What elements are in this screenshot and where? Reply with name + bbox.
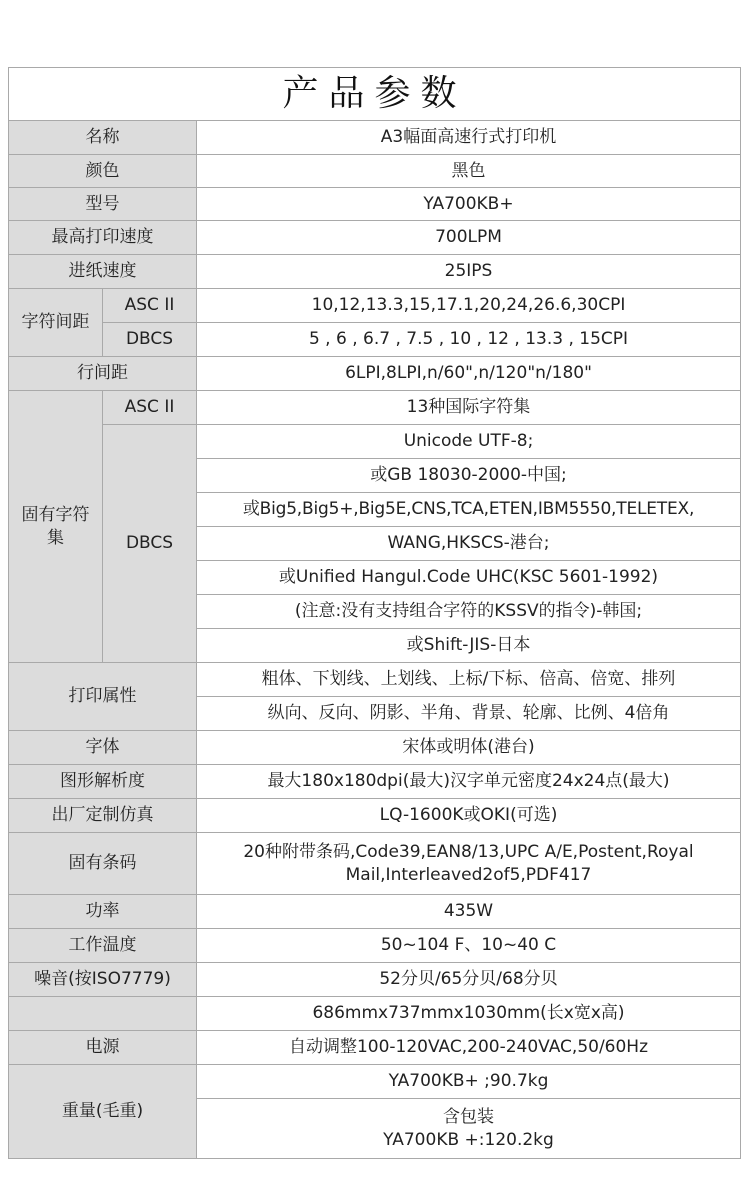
sub-label: ASC II bbox=[103, 289, 197, 323]
row-value: 686mmx737mmx1030mm(长x宽x高) bbox=[197, 997, 741, 1031]
row-value bbox=[197, 833, 741, 895]
row-label: 出厂定制仿真 bbox=[9, 799, 197, 833]
row-label bbox=[9, 391, 103, 663]
row-value: 或Big5,Big5+,Big5E,CNS,TCA,ETEN,IBM5550,TELETEX, bbox=[197, 493, 741, 527]
row-value: LQ-1600K或OKI(可选) bbox=[197, 799, 741, 833]
table-row bbox=[9, 833, 741, 895]
row-label: 进纸速度 bbox=[9, 255, 197, 289]
row-label: 名称 bbox=[9, 121, 197, 155]
row-value: 10,12,13.3,15,17.1,20,24,26.6,30CPI bbox=[197, 289, 741, 323]
table-row bbox=[9, 425, 741, 459]
row-value: 或GB 18030-2000-中国; bbox=[197, 459, 741, 493]
row-value: 13种国际字符集 bbox=[197, 391, 741, 425]
table-row bbox=[9, 663, 741, 697]
row-value: 25IPS bbox=[197, 255, 741, 289]
row-value: Unicode UTF-8; bbox=[197, 425, 741, 459]
row-value: WANG,HKSCS-港台; bbox=[197, 527, 741, 561]
row-value: 5 , 6 , 6.7 , 7.5 , 10 , 12 , 13.3 , 15CPI bbox=[197, 323, 741, 357]
table-row bbox=[9, 391, 741, 425]
row-value: (注意:没有支持组合字符的KSSV的指令)-韩国; bbox=[197, 595, 741, 629]
sub-label: DBCS bbox=[103, 425, 197, 663]
row-label: 型号 bbox=[9, 188, 197, 221]
row-value bbox=[197, 1099, 741, 1159]
sub-label: DBCS bbox=[103, 323, 197, 357]
row-value: 50~104 F、10~40 C bbox=[197, 929, 741, 963]
row-label: 重量(毛重) bbox=[9, 1065, 197, 1159]
table-row bbox=[9, 895, 741, 929]
table-row bbox=[9, 799, 741, 833]
row-label-line: 集 bbox=[47, 527, 64, 548]
table-row bbox=[9, 289, 741, 323]
row-label: 电源 bbox=[9, 1031, 197, 1065]
spec-table bbox=[8, 67, 741, 1159]
row-label: 工作温度 bbox=[9, 929, 197, 963]
row-value: 700LPM bbox=[197, 221, 741, 255]
row-label: 字体 bbox=[9, 731, 197, 765]
row-label: 字符间距 bbox=[9, 289, 103, 357]
row-label: 图形解析度 bbox=[9, 765, 197, 799]
row-value-line: YA700KB +:120.2kg bbox=[383, 1129, 554, 1150]
page-title: 产品参数 bbox=[9, 68, 741, 121]
row-value: 最大180x180dpi(最大)汉字单元密度24x24点(最大) bbox=[197, 765, 741, 799]
table-row bbox=[9, 963, 741, 997]
row-label: 最高打印速度 bbox=[9, 221, 197, 255]
table-row bbox=[9, 997, 741, 1031]
row-value-line: 20种附带条码,Code39,EAN8/13,UPC A/E,Postent,Royal bbox=[243, 841, 694, 862]
table-row bbox=[9, 357, 741, 391]
row-label bbox=[9, 997, 197, 1031]
row-value: 自动调整100-120VAC,200-240VAC,50/60Hz bbox=[197, 1031, 741, 1065]
table-row bbox=[9, 323, 741, 357]
row-value: 粗体、下划线、上划线、上标/下标、倍高、倍宽、排列 bbox=[197, 663, 741, 697]
table-row bbox=[9, 1065, 741, 1099]
row-value: 纵向、反向、阴影、半角、背景、轮廓、比例、4倍角 bbox=[197, 697, 741, 731]
table-row bbox=[9, 765, 741, 799]
row-label-line: 固有字符 bbox=[21, 504, 90, 525]
row-value: 或Unified Hangul.Code UHC(KSC 5601-1992) bbox=[197, 561, 741, 595]
table-row bbox=[9, 1031, 741, 1065]
row-label: 行间距 bbox=[9, 357, 197, 391]
row-value: 435W bbox=[197, 895, 741, 929]
table-row bbox=[9, 255, 741, 289]
table-row bbox=[9, 155, 741, 188]
table-row bbox=[9, 929, 741, 963]
row-value: 52分贝/65分贝/68分贝 bbox=[197, 963, 741, 997]
row-value: YA700KB+ bbox=[197, 188, 741, 221]
row-value-line: 含包装 bbox=[443, 1106, 494, 1127]
sub-label: ASC II bbox=[103, 391, 197, 425]
row-label: 打印属性 bbox=[9, 663, 197, 731]
row-label: 颜色 bbox=[9, 155, 197, 188]
table-row bbox=[9, 121, 741, 155]
row-value: 或Shift-JIS-日本 bbox=[197, 629, 741, 663]
table-row bbox=[9, 221, 741, 255]
row-value: A3幅面高速行式打印机 bbox=[197, 121, 741, 155]
row-value: 黑色 bbox=[197, 155, 741, 188]
row-value: 宋体或明体(港台) bbox=[197, 731, 741, 765]
row-value-line: Mail,Interleaved2of5,PDF417 bbox=[345, 864, 592, 885]
row-label: 固有条码 bbox=[9, 833, 197, 895]
table-row bbox=[9, 731, 741, 765]
row-label: 功率 bbox=[9, 895, 197, 929]
table-row bbox=[9, 188, 741, 221]
row-value: YA700KB+ ;90.7kg bbox=[197, 1065, 741, 1099]
row-value: 6LPI,8LPI,n/60",n/120"n/180" bbox=[197, 357, 741, 391]
row-label: 噪音(按ISO7779) bbox=[9, 963, 197, 997]
